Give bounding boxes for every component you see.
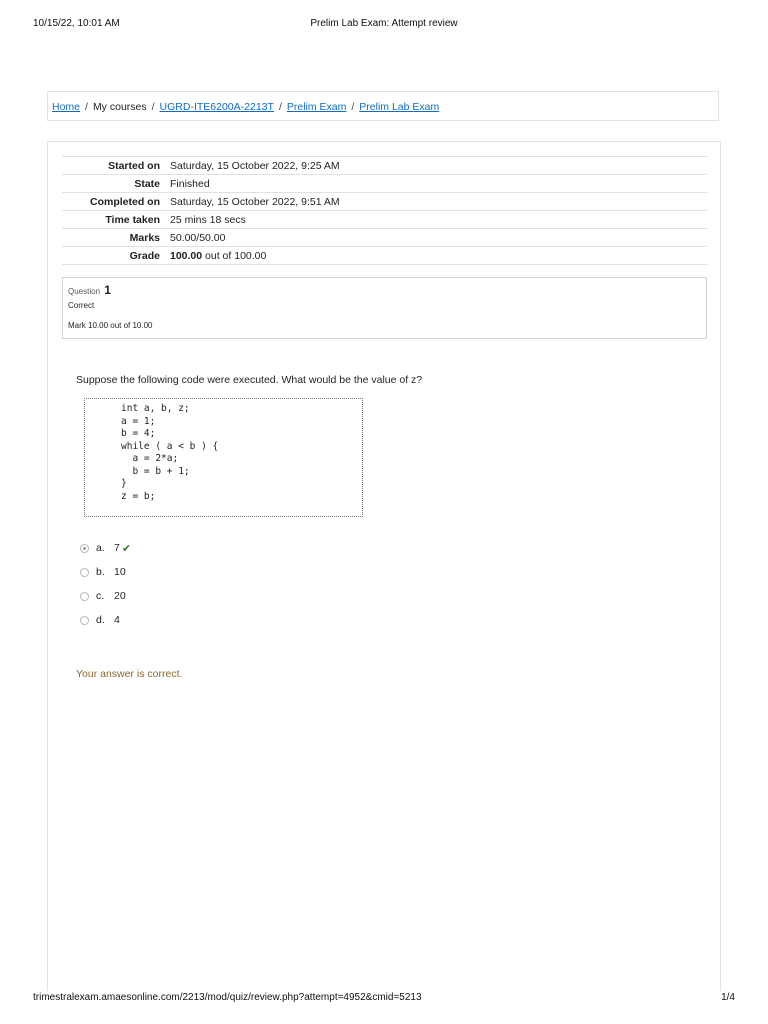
answer-feedback: Your answer is correct. [76,668,183,680]
print-url: trimestralexam.amaesonline.com/2213/mod/quiz/review.php?attempt=4952&cmid=5213 [33,992,422,1003]
print-title: Prelim Lab Exam: Attempt review [310,18,458,29]
answer-text: 10 [114,566,126,578]
started-label: Started on [108,159,160,172]
summary-row-marks [62,229,707,247]
question-number-line [68,282,706,298]
code-snippet-box [84,398,363,517]
radio-icon[interactable] [80,616,89,625]
breadcrumb-separator: / [85,101,88,113]
state-value: Finished [170,177,210,190]
code-snippet: int a, b, z; a = 1; b = 4; while ( a < b ) { a = 2*a; b = b + 1; } z = b; [121,403,219,502]
marks-value: 50.00/50.00 [170,231,226,244]
radio-icon[interactable] [80,568,89,577]
print-datetime: 10/15/22, 10:01 AM [33,18,120,29]
breadcrumb [47,91,719,121]
answer-text: 4 [114,614,120,626]
summary-row-completed [62,193,707,211]
breadcrumb-separator: / [151,101,155,113]
print-footer [33,992,735,1006]
breadcrumb-separator: / [351,101,355,113]
radio-icon[interactable] [80,592,89,601]
radio-selected-icon[interactable] [80,544,89,553]
question-label: Question [68,287,101,296]
summary-row-time [62,211,707,229]
breadcrumb-quiz-link[interactable]: Prelim Lab Exam [359,101,440,113]
grade-out-of: out of 100.00 [202,249,267,262]
answer-option-c[interactable] [80,584,131,608]
summary-row-grade [62,247,707,265]
answer-letter: a. [96,542,105,554]
grade-score: 100.00 [170,249,203,262]
answer-letter: c. [96,590,105,602]
answer-option-b[interactable] [80,560,131,584]
question-state: Correct [68,301,95,310]
summary-row-started [62,157,707,175]
breadcrumb-section-link[interactable]: Prelim Exam [286,101,347,113]
grade-value [170,247,707,265]
breadcrumb-my-courses: My courses [92,101,147,113]
answer-letter: b. [96,566,105,578]
question-text: Suppose the following code were executed. What would be the value of z? [76,374,423,386]
question-info-box [62,277,707,339]
print-page-number: 1/4 [721,992,735,1003]
answer-option-d[interactable] [80,608,131,632]
started-value: Saturday, 15 October 2022, 9:25 AM [170,159,340,172]
time-taken-value: 25 mins 18 secs [170,213,246,226]
question-number: 1 [104,283,111,297]
print-header [33,18,735,32]
answer-option-a[interactable] [80,536,131,560]
grade-label: Grade [129,249,160,262]
main-region [47,141,721,991]
summary-row-state [62,175,707,193]
time-taken-label: Time taken [105,213,160,226]
completed-label: Completed on [90,195,160,208]
breadcrumb-course-link[interactable]: UGRD-ITE6200A-2213T [159,101,274,113]
breadcrumb-separator: / [278,101,282,113]
answer-text: 20 [114,590,126,602]
marks-label: Marks [129,231,160,244]
answer-options [80,536,131,632]
answer-letter: d. [96,614,105,626]
attempt-summary-table [62,156,707,265]
state-label: State [134,177,160,190]
completed-value: Saturday, 15 October 2022, 9:51 AM [170,195,340,208]
question-mark: Mark 10.00 out of 10.00 [68,321,153,330]
breadcrumb-home-link[interactable]: Home [52,101,81,113]
check-icon: ✔ [121,542,132,555]
answer-text: 7 [114,542,120,554]
